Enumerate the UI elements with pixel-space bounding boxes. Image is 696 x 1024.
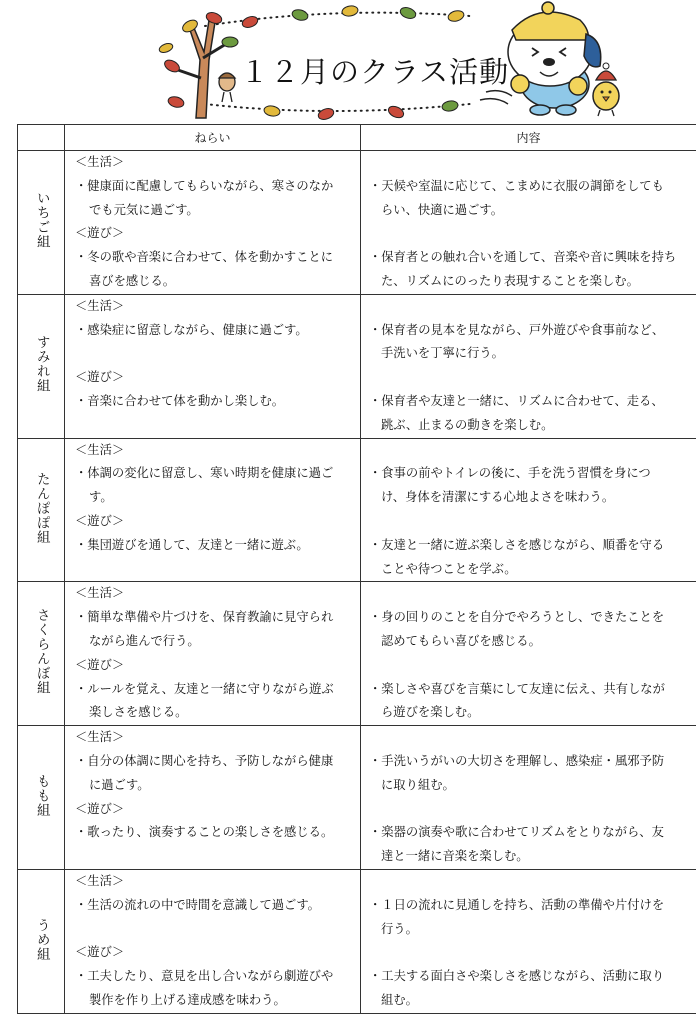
content-play-line: 跳ぶ、止まるの動きを楽しむ。 xyxy=(381,417,554,432)
content-play-line: ・楽器の演奏や歌に合わせてリズムをとりながら、友 xyxy=(369,825,664,840)
aims-life-block xyxy=(65,295,360,366)
content-life-line: 手洗いを丁寧に行う。 xyxy=(381,346,504,361)
aims-life-line xyxy=(65,918,360,942)
table-row xyxy=(18,726,696,870)
class-name-cell xyxy=(18,294,65,438)
content-life-line: ・天候や室温に応じて、こまめに衣服の調節をしても xyxy=(369,178,664,193)
life-section-label: ＜生活＞ xyxy=(75,586,125,601)
content-play-line: ・楽しさや喜びを言葉にして友達に伝え、共有しなが xyxy=(369,681,665,696)
content-play-line: た、リズムにのったり表現することを楽しむ。 xyxy=(381,273,639,288)
aims-header: ねらい xyxy=(65,125,361,151)
life-section-label: ＜生活＞ xyxy=(75,873,125,888)
play-section-label: ＜遊び＞ xyxy=(75,945,125,960)
aims-cell xyxy=(65,869,361,1013)
chick-icon xyxy=(593,63,619,116)
table-row xyxy=(18,294,696,438)
aims-play-block xyxy=(65,798,360,869)
class-name-cell xyxy=(18,726,65,870)
content-play-line: 組む。 xyxy=(381,992,418,1007)
class-name: さくらんぼ組 xyxy=(33,608,50,696)
class-name-cell xyxy=(18,438,65,582)
play-section-label: ＜遊び＞ xyxy=(75,801,125,816)
aims-life-block xyxy=(65,151,360,222)
content-play-line: ・保育者との触れ合いを通して、音楽や音に興味を持ち xyxy=(369,250,677,265)
aims-life-block xyxy=(65,582,360,653)
aims-life-block xyxy=(65,439,360,510)
wind-lines-icon xyxy=(480,91,512,104)
page-title: １２月のクラス活動 xyxy=(240,55,510,89)
aims-cell xyxy=(65,151,361,295)
aims-play-line: ・ルールを覚え、友達と一緒に守りながら遊ぶ xyxy=(75,681,334,696)
content-play-line: ・工夫する面白さや楽しさを感じながら、活動に取り xyxy=(369,969,665,984)
dotted-garland-bottom xyxy=(205,104,470,111)
aims-play-line: 楽しさを感じる。 xyxy=(89,705,188,720)
content-life-line: け、身体を清潔にする心地よさを味わう。 xyxy=(381,490,615,505)
life-section-label: ＜生活＞ xyxy=(75,155,125,169)
aims-play-block xyxy=(65,222,360,293)
aims-life-line: す。 xyxy=(89,490,113,505)
play-section-label: ＜遊び＞ xyxy=(75,513,125,528)
aims-life-line: ながら進んで行う。 xyxy=(89,633,200,648)
class-name-cell xyxy=(18,869,65,1013)
content-play-line: ・保育者や友達と一緒に、リズムに合わせて、走る、 xyxy=(369,393,664,408)
table-row xyxy=(18,151,696,295)
content-cell xyxy=(361,151,696,295)
content-life-line: 認めてもらい喜びを感じる。 xyxy=(381,633,541,648)
aims-life-line: ・生活の流れの中で時間を意識して過ごす。 xyxy=(75,897,320,912)
aims-play-line xyxy=(65,845,360,869)
acorn-icon xyxy=(219,73,235,102)
aims-life-block xyxy=(65,870,360,941)
content-header: 内容 xyxy=(361,125,696,151)
aims-play-line xyxy=(65,414,360,438)
aims-play-block xyxy=(65,366,360,437)
content-life-line: ・保育者の見本を見ながら、戸外遊びや食事前など、 xyxy=(369,322,665,337)
tree-icon xyxy=(158,11,238,118)
content-cell xyxy=(361,726,696,870)
dog-character-icon xyxy=(508,2,601,115)
aims-play-line: ・音楽に合わせて体を動かし楽しむ。 xyxy=(75,393,285,408)
aims-life-line xyxy=(65,342,360,366)
content-cell xyxy=(361,438,696,582)
play-section-label: ＜遊び＞ xyxy=(75,370,125,385)
aims-life-line: ・簡単な準備や片づけを、保育教諭に見守られ xyxy=(75,610,334,625)
aims-life-line: ・感染症に留意しながら、健康に過ごす。 xyxy=(75,322,308,337)
aims-play-block xyxy=(65,510,360,581)
header-banner xyxy=(0,0,696,124)
aims-play-line: ・歌ったり、演奏することの楽しさを感じる。 xyxy=(75,825,334,840)
class-name: いちご組 xyxy=(33,191,50,250)
class-name: うめ組 xyxy=(33,917,50,962)
aims-life-line: でも元気に過ごす。 xyxy=(89,202,199,217)
class-header-cell xyxy=(18,125,65,151)
table-row xyxy=(18,869,696,1013)
class-name-cell xyxy=(18,151,65,295)
life-section-label: ＜生活＞ xyxy=(75,442,125,457)
aims-play-line: 製作を作り上げる達成感を味わう。 xyxy=(89,992,286,1007)
content-play-line: 達と一緒に音楽を楽しむ。 xyxy=(381,849,529,864)
class-name-cell xyxy=(18,582,65,726)
content-play-line: ・友達と一緒に遊ぶ楽しさを感じながら、順番を守る xyxy=(369,537,665,552)
class-name: もも組 xyxy=(33,773,50,818)
content-cell xyxy=(361,582,696,726)
content-play-line: ら遊びを楽しむ。 xyxy=(381,705,480,720)
content-life-line: ・身の回りのことを自分でやろうとし、できたことを xyxy=(369,610,665,625)
table-row xyxy=(18,582,696,726)
class-name: たんぽぽ組 xyxy=(33,471,50,545)
aims-play-line xyxy=(65,558,360,582)
content-cell xyxy=(361,869,696,1013)
aims-play-block xyxy=(65,654,360,725)
aims-life-line: ・体調の変化に留意し、寒い時期を健康に過ご xyxy=(75,466,334,481)
aims-life-block xyxy=(65,726,360,797)
play-section-label: ＜遊び＞ xyxy=(75,657,125,672)
aims-play-block xyxy=(65,941,360,1012)
content-life-line: 行う。 xyxy=(381,921,418,936)
table-row xyxy=(18,438,696,582)
content-cell xyxy=(361,294,696,438)
table-body xyxy=(18,151,696,1014)
aims-life-line: ・健康面に配慮してもらいながら、寒さのなか xyxy=(75,178,334,193)
life-section-label: ＜生活＞ xyxy=(75,730,125,745)
aims-play-line: 喜びを感じる。 xyxy=(89,273,176,288)
aims-cell xyxy=(65,438,361,582)
play-section-label: ＜遊び＞ xyxy=(75,226,125,241)
aims-life-line: に過ごす。 xyxy=(89,777,150,792)
class-activity-table xyxy=(17,124,696,1014)
content-life-line: ・手洗いうがいの大切さを理解し、感染症・風邪予防 xyxy=(369,753,665,768)
content-play-line: ことや待つことを学ぶ。 xyxy=(381,561,517,576)
aims-play-line: ・集団遊びを通して、友達と一緒に遊ぶ。 xyxy=(75,537,309,552)
aims-cell xyxy=(65,726,361,870)
content-life-line: ・１日の流れに見通しを持ち、活動の準備や片付けを xyxy=(369,897,665,912)
content-life-line: らい、快適に過ごす。 xyxy=(381,202,503,217)
aims-cell xyxy=(65,582,361,726)
class-name: すみれ組 xyxy=(33,335,50,394)
content-life-line: ・食事の前やトイレの後に、手を洗う習慣を身につ xyxy=(369,466,651,481)
aims-play-line: ・工夫したり、意見を出し合いながら劇遊びや xyxy=(75,969,334,984)
content-life-line: に取り組む。 xyxy=(381,777,455,792)
table-header-row xyxy=(18,125,696,151)
aims-life-line: ・自分の体調に関心を持ち、予防しながら健康 xyxy=(75,753,334,768)
life-section-label: ＜生活＞ xyxy=(75,298,125,313)
aims-play-line: ・冬の歌や音楽に合わせて、体を動かすことに xyxy=(75,250,333,265)
aims-cell xyxy=(65,294,361,438)
